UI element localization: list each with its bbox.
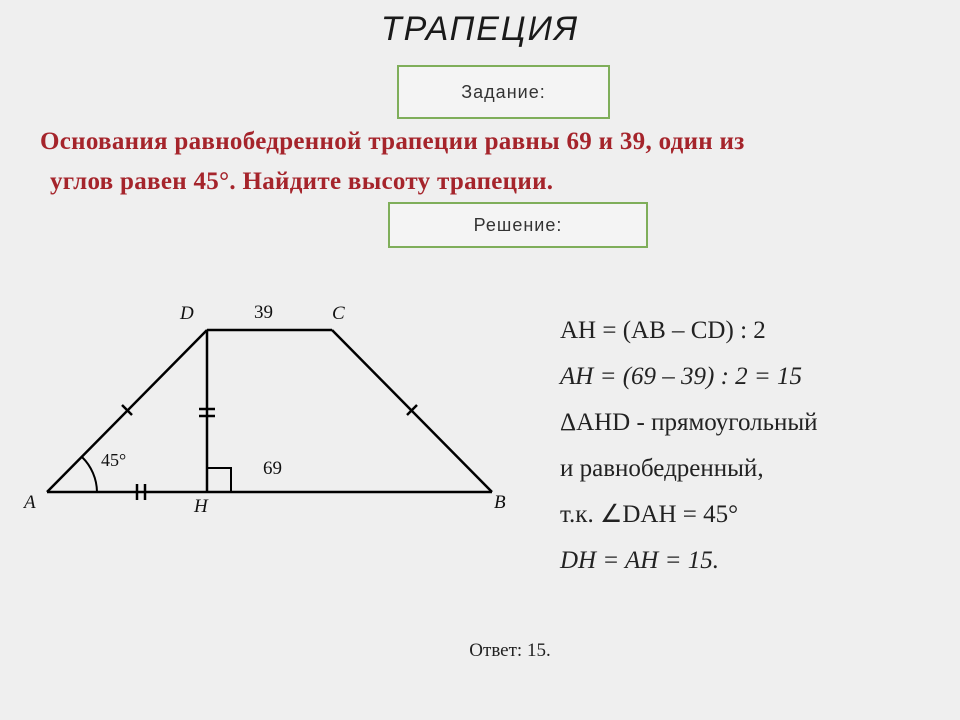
answer-text: Ответ: 15. [469, 640, 551, 661]
vertex-label-A: A [24, 492, 36, 513]
page-title: ТРАПЕЦИЯ [380, 10, 580, 48]
right-angle-mark [207, 468, 231, 492]
solution-label: Решение: [473, 214, 563, 235]
vertex-label-H: H [194, 496, 208, 517]
solution-steps [560, 308, 818, 584]
solution-line-2: AH = (69 – 39) : 2 = 15 [560, 363, 803, 390]
problem-line-2: углов равен 45°. Найдите высоту трапеции. [50, 168, 554, 195]
vertex-label-B: B [494, 492, 506, 513]
top-base-label: 39 [254, 302, 273, 323]
problem-line-1: Основания равнобедренной трапеции равны 69 и 39, один из [40, 128, 745, 155]
angle-label: 45° [101, 450, 127, 470]
vertex-label-C: C [332, 303, 345, 324]
task-label: Задание: [461, 81, 546, 102]
solution-line-1: AH = (AB – CD) : 2 [560, 317, 766, 344]
bottom-base-label: 69 [263, 458, 282, 479]
solution-line-3: ΔAHD - прямоугольный [560, 409, 818, 436]
answer-block [0, 640, 920, 662]
vertex-label-D: D [180, 303, 194, 324]
solution-line-6: DH = AH = 15. [560, 547, 719, 574]
solution-line-5: т.к. ∠DAH = 45° [560, 501, 739, 528]
angle-arc [82, 457, 97, 492]
solution-line-4: и равнобедренный, [560, 455, 764, 482]
